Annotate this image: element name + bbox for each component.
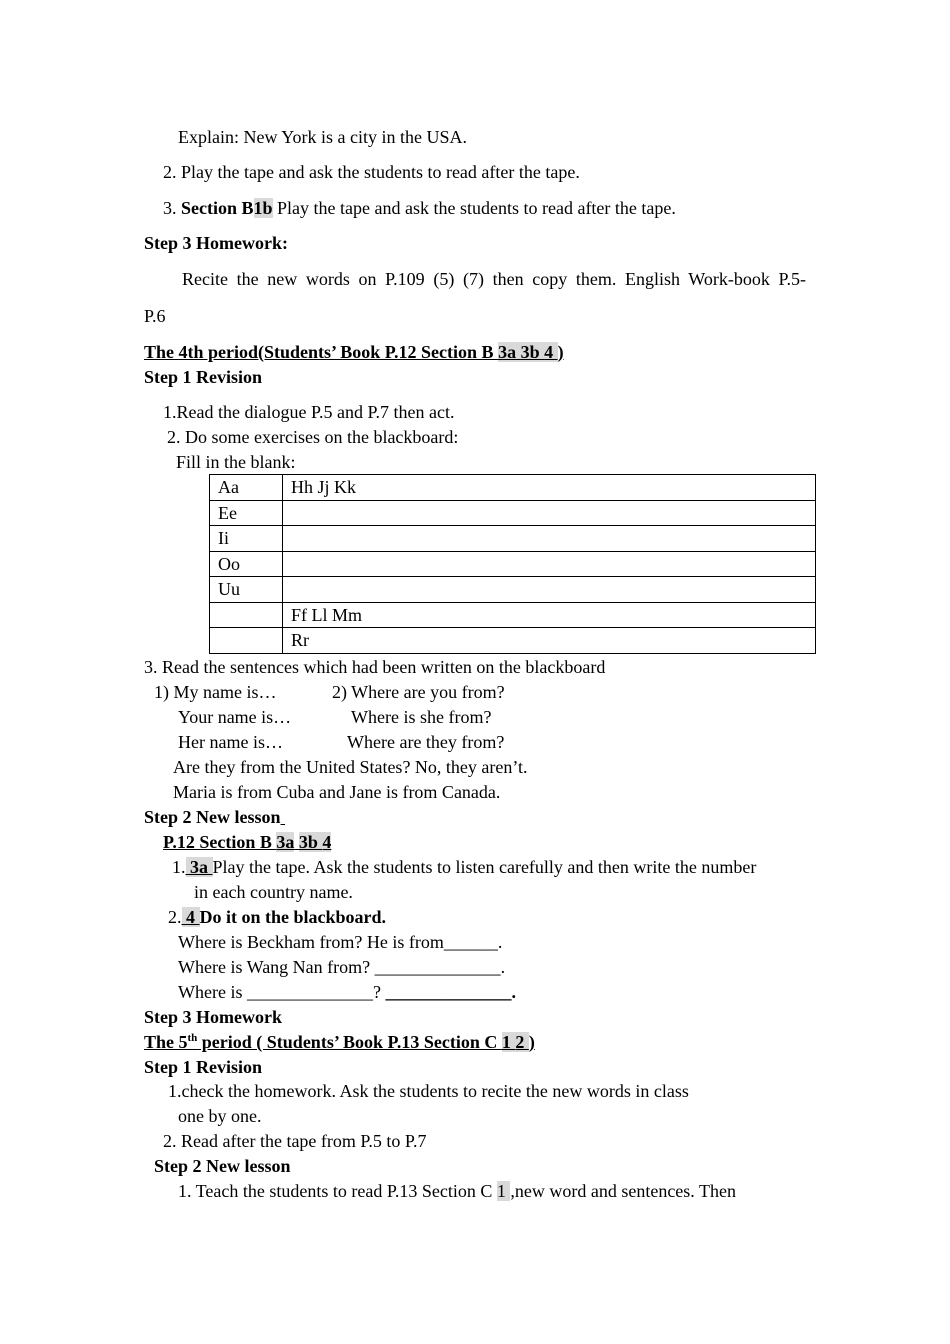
question-2: Where is Wang Nan from? ______________. <box>178 957 506 977</box>
sentence-5: Maria is from Cuba and Jane is from Canada. <box>173 782 501 802</box>
section-b1b-item: 3. Section B1b Play the tape and ask the students to read after the tape. <box>163 198 676 218</box>
teach-item-1: 1. Teach the students to read P.13 Section C 1 ,new word and sentences. Then <box>178 1181 736 1201</box>
revision-item-3: 3. Read the sentences which had been written on the blackboard <box>144 657 606 677</box>
fill-blank-label: Fill in the blank: <box>176 452 296 472</box>
table-row: Uu <box>210 577 816 603</box>
letters-table <box>209 474 816 654</box>
sentence-1b: 2) Where are you from? <box>332 682 505 702</box>
table-row: Aa Hh Jj Kk <box>210 475 816 501</box>
sentence-4: Are they from the United States? No, they aren’t. <box>173 757 528 777</box>
sentence-3a: Her name is… <box>178 732 283 752</box>
step1-revision-heading-2: Step 1 Revision <box>144 1057 263 1077</box>
highlight-1b: 1b <box>253 198 273 218</box>
new-lesson-item-2: 2. 4 Do it on the blackboard. <box>168 907 387 927</box>
revision5-item-1-cont: one by one. <box>178 1106 262 1126</box>
homework-recite-line-cont: P.6 <box>144 306 166 326</box>
revision-item-2: 2. Do some exercises on the blackboard: <box>167 427 459 447</box>
table-row: Ee <box>210 500 816 526</box>
section-b-title: P.12 Section B 3a 3b 4 <box>163 832 332 852</box>
step3-homework-heading: Step 3 Homework: <box>144 233 288 253</box>
question-3: Where is ______________? ______________. <box>178 982 516 1002</box>
step2-new-lesson-heading-2: Step 2 New lesson <box>154 1156 291 1176</box>
explain-line: Explain: New York is a city in the USA. <box>178 127 467 147</box>
sentence-1a: 1) My name is… <box>154 682 277 702</box>
new-lesson-item-1: 1. 3a Play the tape. Ask the students to listen carefully and then write the number <box>172 857 757 877</box>
play-tape-item: 2. Play the tape and ask the students to read after the tape. <box>163 162 580 182</box>
table-row: Rr <box>210 628 816 654</box>
step1-revision-heading: Step 1 Revision <box>144 367 263 387</box>
question-1: Where is Beckham from? He is from______. <box>178 932 503 952</box>
table-row: Oo <box>210 551 816 577</box>
sentence-2b: Where is she from? <box>351 707 492 727</box>
homework-recite-line: Recite the new words on P.109 (5) (7) then copy them. English Work-book P.5- <box>182 269 806 289</box>
step3-homework-heading-2: Step 3 Homework <box>144 1007 282 1027</box>
table-row: Ff Ll Mm <box>210 602 816 628</box>
period-4-title: The 4th period(Students’ Book P.12 Section B 3a 3b 4 ) <box>144 342 564 362</box>
table-row: Ii <box>210 526 816 552</box>
step2-new-lesson-heading: Step 2 New lesson <box>144 807 281 827</box>
new-lesson-item-1-cont: in each country name. <box>194 882 353 902</box>
revision-item-1: 1.Read the dialogue P.5 and P.7 then act. <box>163 402 455 422</box>
sentence-3b: Where are they from? <box>347 732 505 752</box>
revision5-item-2: 2. Read after the tape from P.5 to P.7 <box>163 1131 427 1151</box>
revision5-item-1: 1.check the homework. Ask the students to recite the new words in class <box>168 1081 689 1101</box>
sentence-2a: Your name is… <box>178 707 292 727</box>
period-5-title: The 5th period ( Students’ Book P.13 Section C 1 2 ) <box>144 1032 535 1052</box>
